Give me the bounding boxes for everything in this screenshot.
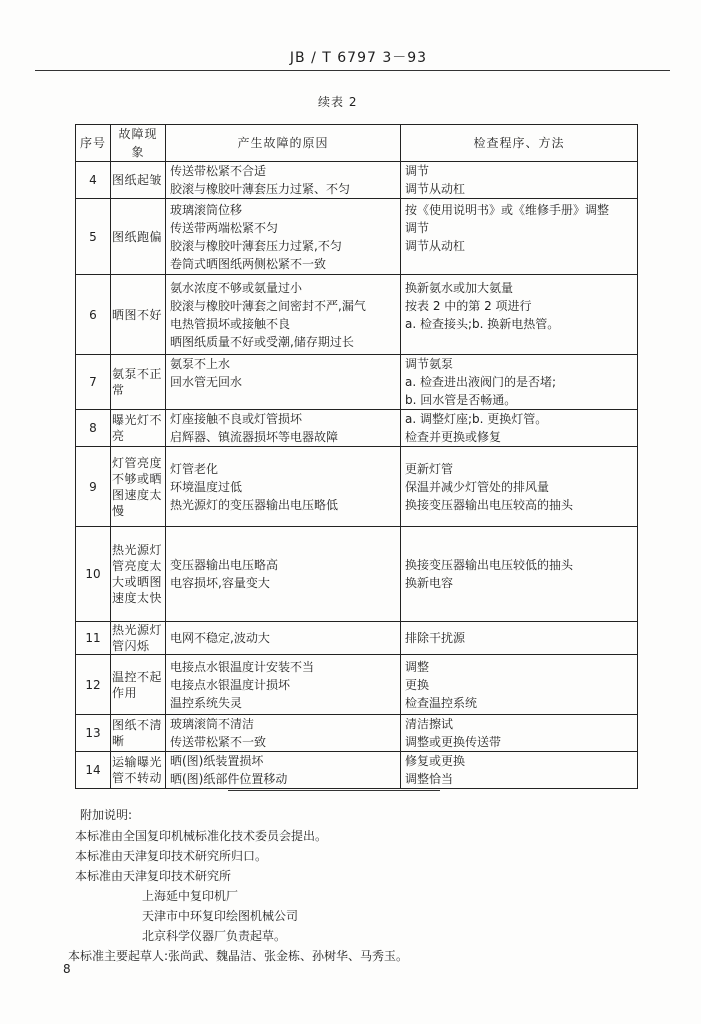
method-line: 按表 2 中的第 2 项进行 — [405, 299, 532, 313]
causes-cell — [166, 162, 401, 199]
row-number: 13 — [76, 715, 111, 752]
cause-line: 电接点水银温度计安装不当 — [170, 660, 315, 674]
fault-symptom: 热光源灯管闪烁 — [111, 622, 166, 655]
cause-line: 晒(图)纸部件位置移动 — [170, 772, 288, 786]
table-row — [76, 655, 638, 715]
method-line: 修复或更换 — [405, 754, 466, 768]
method-line: a. 调整灯座;b. 更换灯管。 — [405, 412, 548, 426]
table-row — [76, 752, 638, 789]
separator-rule — [228, 790, 440, 791]
methods-cell — [401, 162, 638, 199]
causes-cell — [166, 715, 401, 752]
cause-line: 传送带松紧不一致 — [170, 735, 267, 749]
methods-cell — [401, 527, 638, 622]
fault-symptom: 图纸跑偏 — [111, 199, 166, 275]
table-header-row — [76, 125, 638, 162]
cause-line: 电容损坏,容量变大 — [170, 576, 270, 590]
table-row — [76, 355, 638, 410]
table-row — [76, 622, 638, 655]
causes-cell — [166, 622, 401, 655]
methods-cell — [401, 410, 638, 447]
column-header-causes: 产生故障的原因 — [166, 125, 401, 162]
cause-line: 玻璃滚筒不清洁 — [170, 717, 255, 731]
table-row — [76, 715, 638, 752]
method-line: 调整 — [405, 660, 430, 674]
method-line: a. 检查进出液阀门的是否堵; — [405, 375, 557, 389]
fault-symptom: 温控不起作用 — [111, 655, 166, 715]
column-header-number: 序号 — [76, 125, 111, 162]
row-number: 12 — [76, 655, 111, 715]
method-line: 调节氨泵 — [405, 357, 454, 371]
header-rule — [35, 70, 670, 71]
row-number: 9 — [76, 447, 111, 527]
cause-line: 温控系统失灵 — [170, 696, 243, 710]
cause-line: 传送带松紧不合适 — [170, 164, 267, 178]
method-line: 排除干扰源 — [405, 631, 466, 645]
note-line: 本标准由全国复印机械标准化技术委员会提出。 — [75, 829, 328, 843]
method-line: 更换 — [405, 678, 430, 692]
methods-cell — [401, 655, 638, 715]
row-number: 8 — [76, 410, 111, 447]
note-line: 本标准由天津复印技术研究所 — [75, 869, 232, 883]
method-line: 换接变压器输出电压较高的抽头 — [405, 498, 574, 512]
fault-symptom: 灯管亮度不够或晒图速度太慢 — [111, 447, 166, 527]
method-line: 换接变压器输出电压较低的抽头 — [405, 558, 574, 572]
note-line: 本标准主要起草人:张尚武、魏晶洁、张金栋、孙树华、马秀玉。 — [68, 949, 409, 963]
fault-symptom: 图纸不清晰 — [111, 715, 166, 752]
methods-cell — [401, 355, 638, 410]
note-line: 北京科学仪器厂负责起草。 — [142, 929, 287, 943]
causes-cell — [166, 355, 401, 410]
row-number: 5 — [76, 199, 111, 275]
cause-line: 启辉器、镇流器损坏等电器故障 — [170, 430, 339, 444]
methods-cell — [401, 622, 638, 655]
cause-line: 灯管老化 — [170, 462, 219, 476]
cause-line: 氨水浓度不够或氨量过小 — [170, 281, 303, 295]
document-code: JB / T 6797 3－93 — [289, 50, 428, 66]
table-row — [76, 275, 638, 355]
row-number: 7 — [76, 355, 111, 410]
page-number: 8 — [63, 962, 71, 976]
fault-symptom: 图纸起皱 — [111, 162, 166, 199]
notes-block — [68, 826, 675, 966]
table-caption: 续表 2 — [318, 95, 358, 109]
method-line: 调节从动杠 — [405, 182, 466, 196]
cause-line: 晒图纸质量不好或受潮,储存期过长 — [170, 335, 354, 349]
row-number: 4 — [76, 162, 111, 199]
note-line: 本标准由天津复印技术研究所归口。 — [75, 849, 268, 863]
methods-cell — [401, 199, 638, 275]
column-header-symptom: 故障现象 — [111, 125, 166, 162]
causes-cell — [166, 410, 401, 447]
cause-line: 热光源灯的变压器输出电压略低 — [170, 498, 339, 512]
methods-cell — [401, 715, 638, 752]
causes-cell — [166, 275, 401, 355]
cause-line: 玻璃滚筒位移 — [170, 203, 243, 217]
method-line: 更新灯管 — [405, 462, 454, 476]
table-row — [76, 527, 638, 622]
causes-cell — [166, 527, 401, 622]
causes-cell — [166, 752, 401, 789]
method-line: a. 检查接头;b. 换新电热管。 — [405, 317, 560, 331]
note-line: 天津市中环复印绘图机械公司 — [142, 909, 299, 923]
methods-cell — [401, 752, 638, 789]
cause-line: 胶滚与橡胶叶薄套之间密封不严,漏气 — [170, 299, 366, 313]
cause-line: 变压器输出电压略高 — [170, 558, 279, 572]
method-line: 清洁擦试 — [405, 717, 454, 731]
table-row — [76, 447, 638, 527]
table-row — [76, 410, 638, 447]
method-line: 调节 — [405, 164, 430, 178]
fault-symptom: 热光源灯管亮度太大或晒图速度太快 — [111, 527, 166, 622]
table-row — [76, 199, 638, 275]
row-number: 10 — [76, 527, 111, 622]
column-header-methods: 检查程序、方法 — [401, 125, 638, 162]
causes-cell — [166, 199, 401, 275]
method-line: 调整或更换传送带 — [405, 735, 502, 749]
causes-cell — [166, 655, 401, 715]
cause-line: 灯座接触不良或灯管损坏 — [170, 412, 303, 426]
row-number: 14 — [76, 752, 111, 789]
fault-symptom: 氨泵不正常 — [111, 355, 166, 410]
method-line: 检查并更换或修复 — [405, 430, 502, 444]
methods-cell — [401, 275, 638, 355]
row-number: 6 — [76, 275, 111, 355]
cause-line: 环境温度过低 — [170, 480, 243, 494]
cause-line: 电接点水银温度计损坏 — [170, 678, 291, 692]
cause-line: 晒(图)纸装置损坏 — [170, 754, 264, 768]
table-body — [76, 162, 638, 789]
fault-table — [75, 124, 638, 789]
notes-title: 附加说明: — [80, 808, 133, 822]
method-line: 检查温控系统 — [405, 696, 478, 710]
method-line: 调节 — [405, 221, 430, 235]
table-row — [76, 162, 638, 199]
cause-line: 电热管损坏或接触不良 — [170, 317, 291, 331]
method-line: 调整恰当 — [405, 772, 454, 786]
cause-line: 胶滚与橡胶叶薄套压力过紧、不匀 — [170, 182, 351, 196]
note-line: 上海延中复印机厂 — [142, 889, 239, 903]
cause-line: 回水管无回水 — [170, 375, 243, 389]
cause-line: 电网不稳定,波动大 — [170, 631, 270, 645]
cause-line: 胶滚与橡胶叶薄套压力过紧,不匀 — [170, 239, 342, 253]
method-line: 换新电容 — [405, 576, 454, 590]
method-line: 按《使用说明书》或《维修手册》调整 — [405, 203, 610, 217]
methods-cell — [401, 447, 638, 527]
fault-symptom: 晒图不好 — [111, 275, 166, 355]
cause-line: 卷筒式晒图纸两侧松紧不一致 — [170, 257, 327, 271]
cause-line: 氨泵不上水 — [170, 357, 231, 371]
row-number: 11 — [76, 622, 111, 655]
causes-cell — [166, 447, 401, 527]
method-line: 保温并减少灯管处的排风量 — [405, 480, 550, 494]
method-line: 换新氨水或加大氨量 — [405, 281, 514, 295]
cause-line: 传送带两端松紧不匀 — [170, 221, 279, 235]
method-line: 调节从动杠 — [405, 239, 466, 253]
fault-symptom: 运输曝光管不转动 — [111, 752, 166, 789]
method-line: b. 回水管是否畅通。 — [405, 393, 517, 407]
fault-symptom: 曝光灯不亮 — [111, 410, 166, 447]
